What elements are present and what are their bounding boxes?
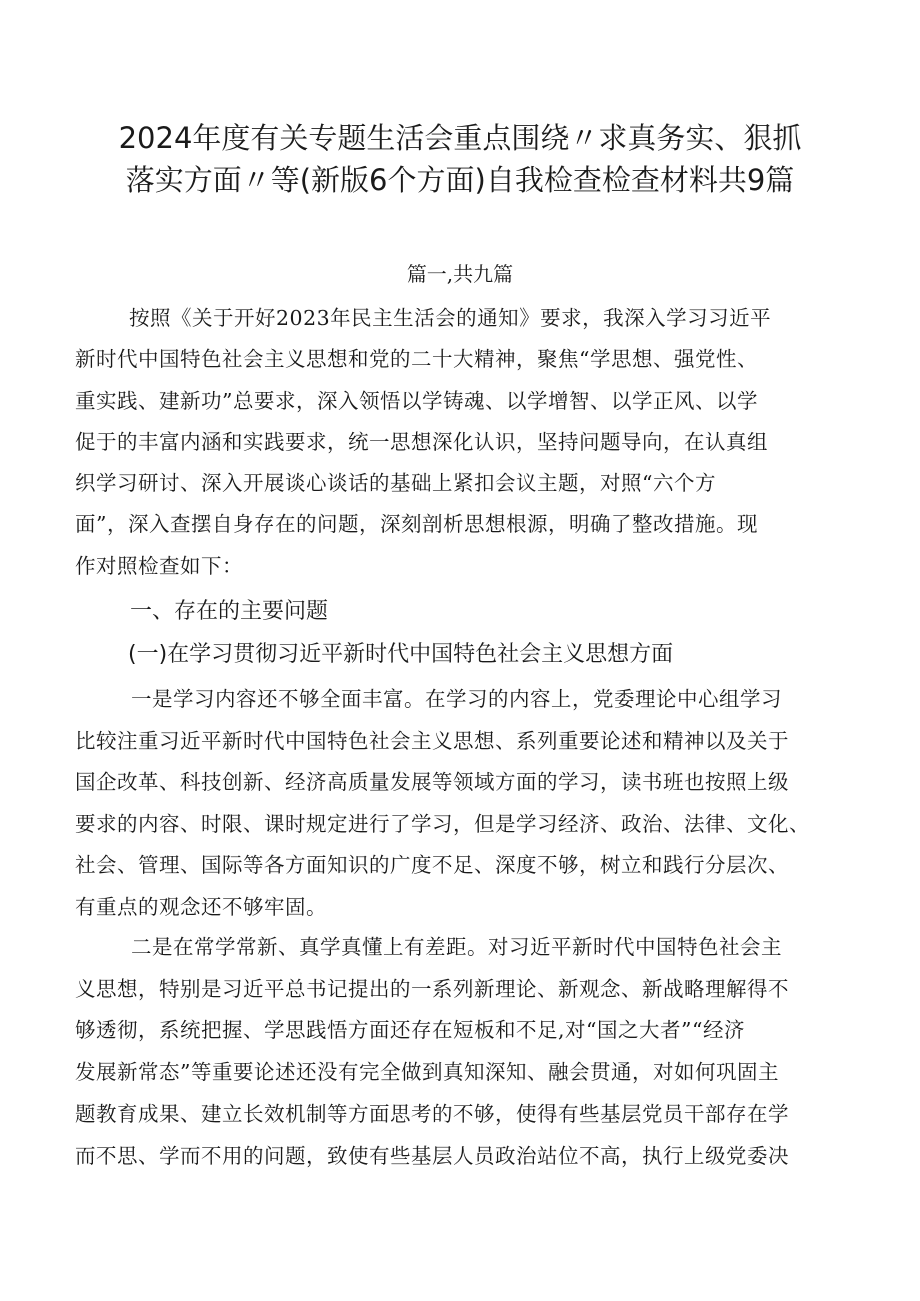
text-line: 新时代中国特色社会主义思想和党的二十大精神，聚焦“学思想、强党性、 — [75, 347, 758, 372]
text-line: 够透彻，系统把握、学思践悟方面还存在短板和不足,对“国之大者”“经济 — [75, 1018, 745, 1043]
text-line: 有重点的观念还不够牢固。 — [75, 894, 327, 919]
article-subtitle: 篇一,共九篇 — [406, 262, 514, 286]
text-line: 要求的内容、时限、课时规定进行了学习，但是学习经济、政治、法律、文化、 — [75, 811, 810, 836]
text-line: 促于的丰富内涵和实践要求，统一思想深化认识，坚持问题导向，在认真组 — [75, 429, 768, 454]
intro-paragraph — [75, 298, 865, 587]
text-line: 国企改革、科技创新、经济高质量发展等领域方面的学习，读书班也按照上级 — [75, 770, 789, 794]
body-paragraph-1 — [75, 679, 875, 928]
document-title-line-1: 2024年度有关专题生活会重点围绕〃求真务实、狠抓 — [118, 121, 802, 155]
subsection-heading: (一)在学习贯彻习近平新时代中国特色社会主义思想方面 — [128, 642, 674, 667]
text-line: 二是在常学常新、真学真懂上有差距。对习近平新时代中国特色社会主 — [131, 935, 782, 959]
text-line: 发展新常态”等重要论述还没有完全做到真知深知、融会贯通，对如何巩固主 — [75, 1060, 779, 1085]
text-line: 比较注重习近平新时代中国特色社会主义思想、系列重要论述和精神以及关于 — [75, 728, 789, 753]
body-paragraph-2 — [75, 927, 875, 1177]
text-line: 一是学习内容还不够全面丰富。在学习的内容上，党委理论中心组学习 — [131, 687, 782, 711]
section-heading: 一、存在的主要问题 — [130, 599, 329, 624]
text-line: 按照《关于开好2023年民主生活会的通知》要求，我深入学习习近平 — [129, 306, 772, 330]
text-line: 织学习研讨、深入开展谈心谈话的基础上紧扣会议主题，对照“六个方 — [75, 471, 716, 496]
text-line: 重实践、建新功”总要求，深入领悟以学铸魂、以学增智、以学正风、以学 — [75, 388, 758, 413]
document-title-line-2: 落实方面〃等(新版6个方面)自我检查检查材料共9篇 — [125, 163, 795, 197]
text-line: 作对照检查如下： — [75, 553, 243, 578]
text-line: 而不思、学而不用的问题，致使有些基层人员政治站位不高，执行上级党委决 — [75, 1143, 789, 1168]
text-line: 面”，深入查摆自身存在的问题，深刻剖析思想根源，明确了整改措施。现 — [75, 512, 758, 537]
text-line: 社会、管理、国际等各方面知识的广度不足、深度不够，树立和践行分层次、 — [75, 853, 789, 877]
text-line: 题教育成果、建立长效机制等方面思考的不够，使得有些基层党员干部存在学 — [75, 1101, 789, 1126]
text-line: 义思想，特别是习近平总书记提出的一系列新理论、新观念、新战略理解得不 — [75, 976, 789, 1001]
